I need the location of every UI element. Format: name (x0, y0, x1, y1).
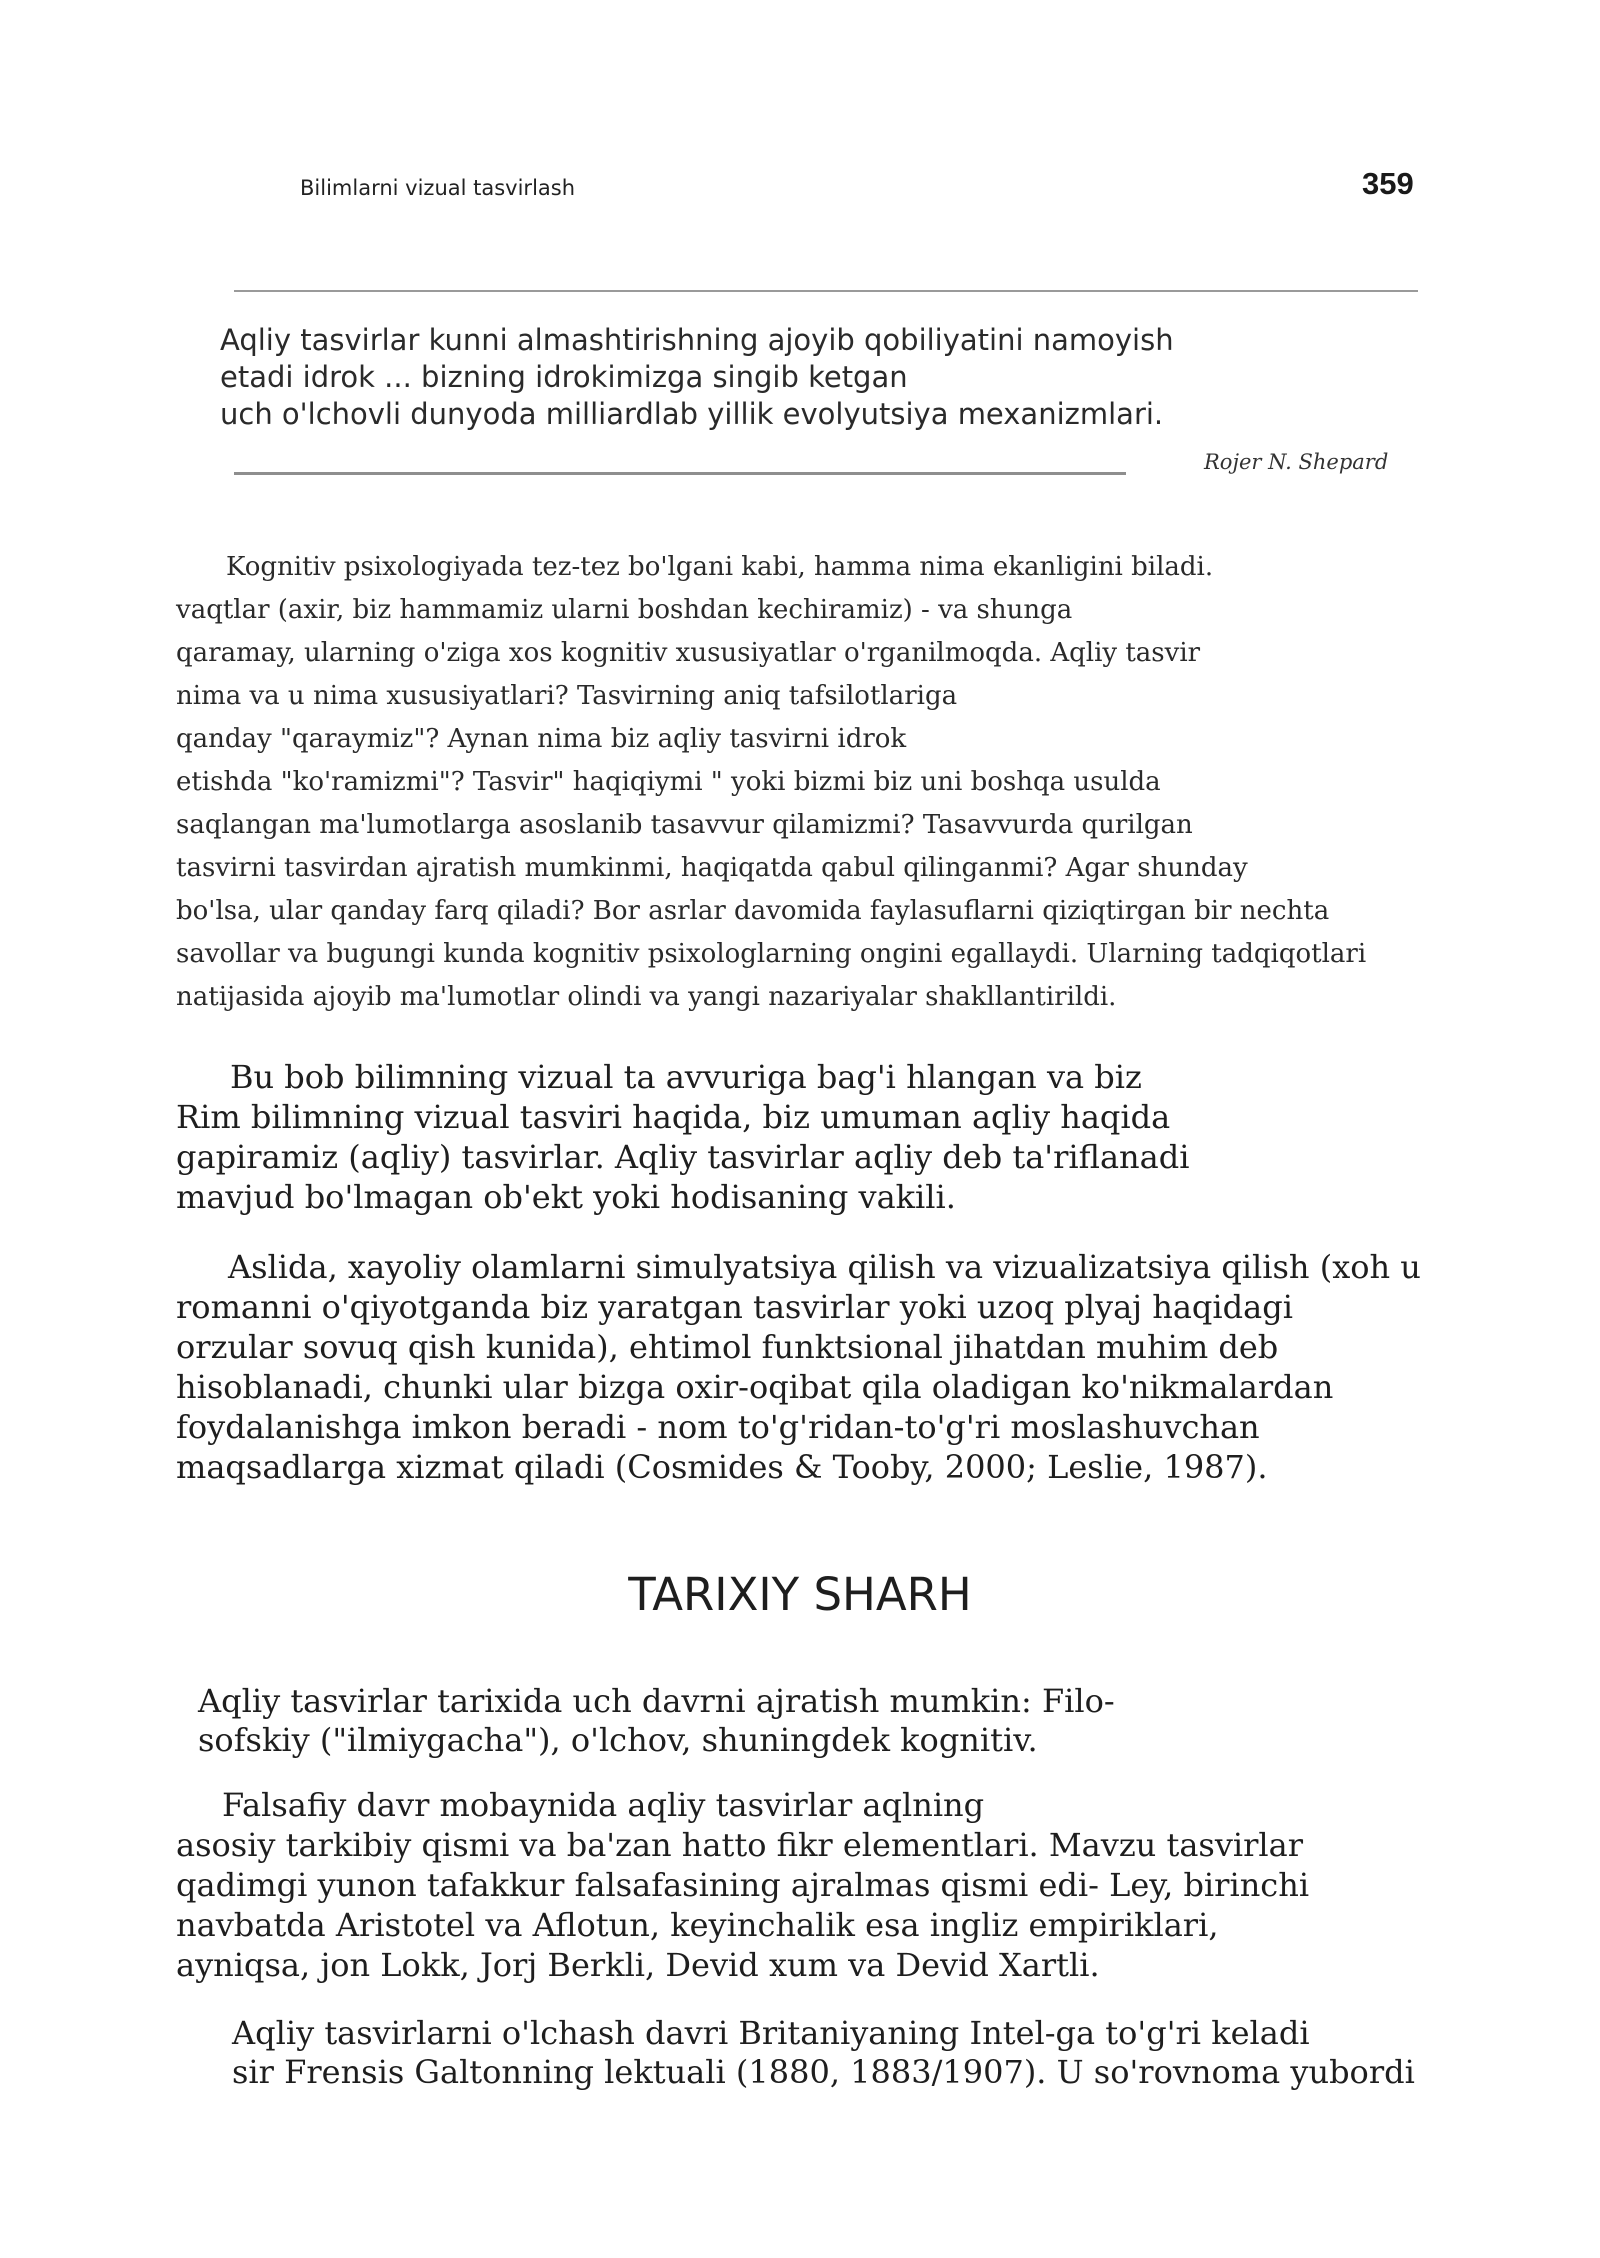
header-divider (234, 290, 1418, 292)
text-line: maqsadlarga xizmat qiladi (Cosmides & Tooby, 2000; Leslie, 1987). (176, 1448, 1268, 1486)
section-heading: TARIXIY SHARH (628, 1568, 972, 1621)
text-line: qaramay, ularning o'ziga xos kognitiv xususiyatlar o'rganilmoqda. Aqliy tasvir (176, 638, 1201, 668)
running-head: Bilimlarni vizual tasvirlash (300, 176, 576, 200)
text-line: Kognitiv psixologiyada tez-tez bo'lgani kabi, hamma nima ekanligini biladi. (226, 552, 1214, 582)
epigraph-line: etadi idrok ... bizning idrokimizga singib ketgan (220, 360, 908, 394)
text-line: romanni o'qiyotganda biz yaratgan tasvirlar yoki uzoq plyaj haqidagi (176, 1288, 1293, 1326)
text-line: natijasida ajoyib ma'lumotlar olindi va yangi nazariyalar shakllantirildi. (176, 982, 1117, 1012)
text-line: foydalanishga imkon beradi - nom to'g'ridan-to'g'ri moslashuvchan (176, 1408, 1260, 1446)
text-line: qadimgi yunon tafakkur falsafasining ajralmas qismi edi- Ley, birinchi (176, 1866, 1310, 1904)
text-line: sir Frensis Galtonning lektuali (1880, 1883/1907). U so'rovnoma yubordi (232, 2053, 1415, 2091)
text-line: bo'lsa, ular qanday farq qiladi? Bor asrlar davomida faylasuflarni qiziqtirgan bir nechta (176, 896, 1330, 926)
text-line: savollar va bugungi kunda kognitiv psixologlarning ongini egallaydi. Ularning tadqiqotlari (176, 939, 1367, 969)
text-line: Aslida, xayoliy olamlarni simulyatsiya qilish va vizualizatsiya qilish (xoh u (228, 1248, 1421, 1286)
text-line: vaqtlar (axir, biz hammamiz ularni boshdan kechiramiz) - va shunga (176, 595, 1073, 625)
text-line: mavjud bo'lmagan ob'ekt yoki hodisaning vakili. (176, 1178, 956, 1216)
epigraph-attribution: Rojer N. Shepard (1204, 450, 1389, 474)
text-line: navbatda Aristotel va Aflotun, keyinchalik esa ingliz empiriklari, (176, 1906, 1219, 1944)
text-line: ayniqsa, jon Lokk, Jorj Berkli, Devid xum va Devid Xartli. (176, 1946, 1100, 1984)
text-line: asosiy tarkibiy qismi va ba'zan hatto fikr elementlari. Mavzu tasvirlar (176, 1826, 1304, 1864)
text-line: tasvirni tasvirdan ajratish mumkinmi, haqiqatda qabul qilinganmi? Agar shunday (176, 853, 1248, 883)
text-line: Falsafiy davr mobaynida aqliy tasvirlar aqlning (222, 1786, 985, 1824)
text-line: etishda "ko'ramizmi"? Tasvir" haqiqiymi " yoki bizmi biz uni boshqa usulda (176, 767, 1161, 797)
text-line: hisoblanadi, chunki ular bizga oxir-oqibat qila oladigan ko'nikmalardan (176, 1368, 1334, 1406)
epigraph-line: Aqliy tasvirlar kunni almashtirishning ajoyib qobiliyatini namoyish (220, 323, 1174, 357)
text-line: Aqliy tasvirlarni o'lchash davri Britaniyaning Intel-ga to'g'ri keladi (232, 2014, 1310, 2052)
text-line: Rim bilimning vizual tasviri haqida, biz umuman aqliy haqida (176, 1098, 1171, 1136)
text-line: qanday "qaraymiz"? Aynan nima biz aqliy tasvirni idrok (176, 724, 907, 754)
text-line: saqlangan ma'lumotlarga asoslanib tasavvur qilamizmi? Tasavvurda qurilgan (176, 810, 1193, 840)
epigraph-divider (234, 472, 1126, 475)
epigraph-line: uch o'lchovli dunyoda milliardlab yillik evolyutsiya mexanizmlari. (220, 397, 1164, 431)
text-line: gapiramiz (aqliy) tasvirlar. Aqliy tasvirlar aqliy deb ta'riflanadi (176, 1138, 1190, 1176)
text-line: sofskiy ("ilmiygacha"), o'lchov, shuningdek kognitiv. (198, 1721, 1038, 1759)
text-line: nima va u nima xususiyatlari? Tasvirning aniq tafsilotlariga (176, 681, 958, 711)
text-line: Bu bob bilimning vizual ta avvuriga bag'i hlangan va biz (230, 1058, 1142, 1096)
page-number: 359 (1362, 166, 1414, 201)
text-line: orzular sovuq qish kunida), ehtimol funktsional jihatdan muhim deb (176, 1328, 1279, 1366)
text-line: Aqliy tasvirlar tarixida uch davrni ajratish mumkin: Filo- (198, 1682, 1115, 1720)
